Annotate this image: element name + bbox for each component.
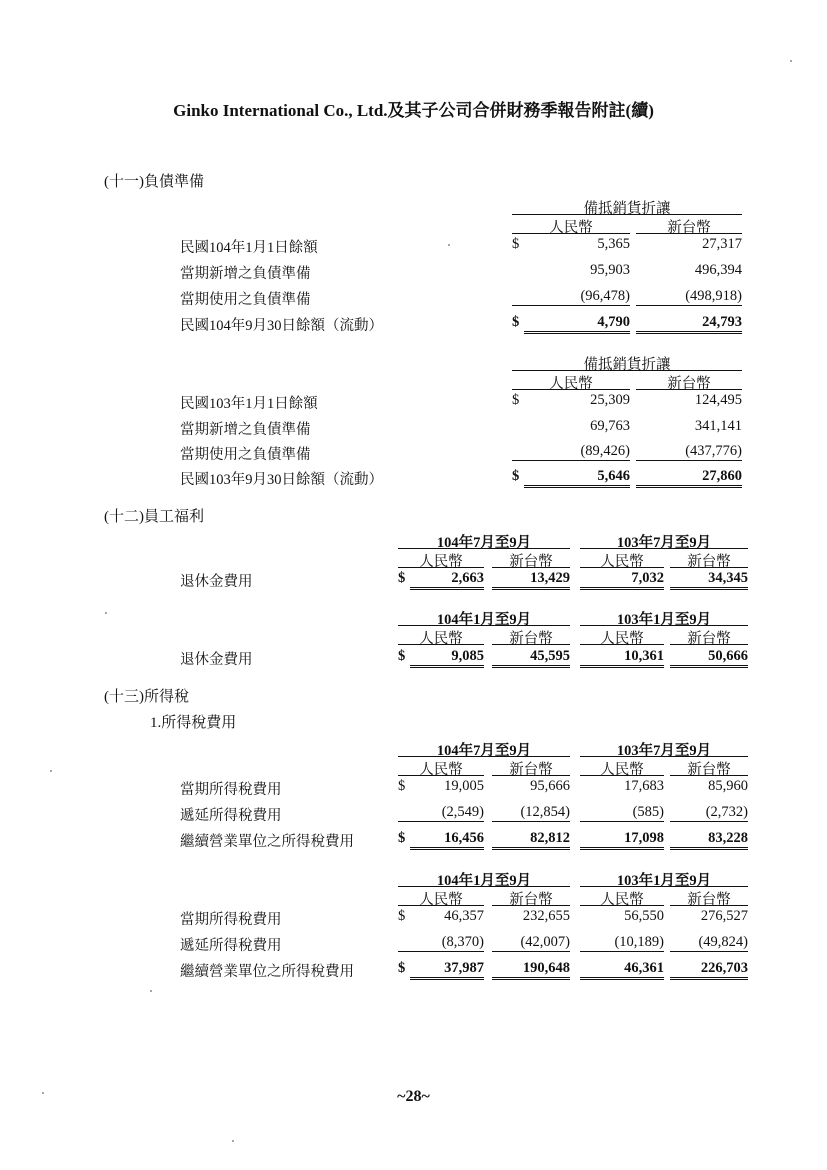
value-rmb: 69,763 — [590, 418, 630, 434]
currency-symbol: $ — [398, 570, 406, 586]
col-rmb-header: 人民幣 — [419, 892, 463, 908]
header-rule — [580, 775, 664, 776]
period-header: 104年1月至9月 — [436, 873, 532, 889]
currency-symbol: $ — [398, 908, 406, 924]
value-cell: 17,098 — [580, 830, 664, 850]
row-label: 當期所得稅費用 — [180, 782, 282, 798]
period-header: 104年7月至9月 — [436, 743, 532, 759]
currency-symbol: $ — [512, 392, 520, 408]
row-label: 退休金費用 — [180, 574, 253, 590]
period-header: 104年1月至9月 — [436, 612, 532, 628]
value-cell: (49,824) — [670, 934, 748, 952]
value-rmb: 4,790 — [524, 314, 630, 334]
currency-symbol: $ — [512, 236, 520, 252]
value-cell: 95,666 — [530, 778, 570, 794]
header-rule — [670, 905, 748, 906]
currency-symbol: $ — [398, 830, 406, 846]
header-rule — [512, 233, 630, 234]
value-twd: 341,141 — [694, 418, 742, 434]
currency-symbol: $ — [398, 960, 406, 976]
header-rule — [512, 370, 742, 371]
value-cell: 7,032 — [580, 570, 664, 590]
value-twd: (498,918) — [636, 288, 742, 306]
header-rule — [398, 625, 570, 626]
scan-speck — [150, 990, 152, 992]
scan-speck — [105, 612, 107, 614]
scan-speck — [50, 770, 52, 772]
row-label: 民國104年1月1日餘額 — [180, 240, 318, 256]
col-twd-header: 新台幣 — [687, 554, 731, 570]
section-title-benefits: (十二)員工福利 — [104, 509, 204, 525]
scan-speck — [448, 244, 450, 246]
col-twd-header: 新台幣 — [509, 762, 553, 778]
period-header: 103年1月至9月 — [616, 873, 712, 889]
value-twd: 27,317 — [702, 236, 742, 252]
value-cell: 45,595 — [492, 648, 570, 668]
value-cell: (10,189) — [580, 934, 664, 952]
currency-symbol: $ — [398, 648, 406, 664]
section-title-provisions: (十一)負債準備 — [104, 174, 204, 190]
period-header: 104年7月至9月 — [436, 535, 532, 551]
row-label: 當期新增之負債準備 — [180, 266, 311, 282]
row-label: 民國103年1月1日餘額 — [180, 396, 318, 412]
value-cell: 2,663 — [410, 570, 484, 590]
header-rule — [492, 905, 570, 906]
header-rule — [580, 567, 664, 568]
provision-group-label-104: 備抵銷貨折讓 — [583, 201, 671, 217]
col-twd-header: 新台幣 — [687, 631, 731, 647]
value-twd: 27,860 — [636, 468, 742, 488]
currency-symbol: $ — [512, 314, 520, 330]
row-label: 當期所得稅費用 — [180, 912, 282, 928]
col-rmb-header: 人民幣 — [419, 762, 463, 778]
value-twd: (437,776) — [636, 443, 742, 461]
col-rmb-header: 人民幣 — [549, 376, 593, 392]
col-rmb-header: 人民幣 — [600, 762, 644, 778]
header-rule — [512, 214, 742, 215]
value-cell: (585) — [580, 804, 664, 822]
currency-symbol: $ — [512, 468, 520, 484]
value-cell: (12,854) — [492, 804, 570, 822]
row-label: 遞延所得稅費用 — [180, 808, 282, 824]
value-cell: 232,655 — [522, 908, 570, 924]
header-rule — [398, 548, 570, 549]
value-rmb: 95,903 — [590, 262, 630, 278]
value-twd: 124,495 — [694, 392, 742, 408]
header-rule — [580, 625, 748, 626]
header-rule — [670, 644, 748, 645]
col-rmb-header: 人民幣 — [600, 892, 644, 908]
page-title: Ginko International Co., Ltd.及其子公司合併財務季報告附註(續) — [173, 101, 654, 120]
header-rule — [580, 548, 748, 549]
header-rule — [398, 905, 484, 906]
col-twd-header: 新台幣 — [509, 631, 553, 647]
value-cell: 13,429 — [492, 570, 570, 590]
value-cell: 9,085 — [410, 648, 484, 668]
value-rmb: 5,646 — [524, 468, 630, 488]
value-cell: 276,527 — [700, 908, 748, 924]
value-cell: (2,732) — [670, 804, 748, 822]
value-rmb: (96,478) — [512, 288, 630, 306]
value-cell: (8,370) — [398, 934, 484, 952]
col-rmb-header: 人民幣 — [419, 554, 463, 570]
period-header: 103年7月至9月 — [616, 743, 712, 759]
col-twd-header: 新台幣 — [667, 220, 711, 236]
row-label: 繼續營業單位之所得稅費用 — [180, 834, 354, 850]
scan-speck — [232, 1140, 234, 1142]
row-label: 當期使用之負債準備 — [180, 292, 311, 308]
col-rmb-header: 人民幣 — [549, 220, 593, 236]
col-rmb-header: 人民幣 — [600, 631, 644, 647]
row-label: 退休金費用 — [180, 652, 253, 668]
period-header: 103年1月至9月 — [616, 612, 712, 628]
header-rule — [398, 567, 484, 568]
header-rule — [580, 886, 748, 887]
value-cell: 19,005 — [444, 778, 484, 794]
col-twd-header: 新台幣 — [687, 892, 731, 908]
header-rule — [580, 644, 664, 645]
col-twd-header: 新台幣 — [687, 762, 731, 778]
value-cell: (2,549) — [398, 804, 484, 822]
row-label: 民國103年9月30日餘額（流動） — [180, 472, 383, 488]
value-cell: 37,987 — [410, 960, 484, 980]
col-rmb-header: 人民幣 — [600, 554, 644, 570]
header-rule — [398, 775, 484, 776]
scan-speck — [790, 60, 792, 62]
value-cell: 46,361 — [580, 960, 664, 980]
value-cell: 190,648 — [492, 960, 570, 980]
value-cell: 83,228 — [670, 830, 748, 850]
header-rule — [512, 389, 630, 390]
header-rule — [670, 567, 748, 568]
value-cell: 82,812 — [492, 830, 570, 850]
period-header: 103年7月至9月 — [616, 535, 712, 551]
col-rmb-header: 人民幣 — [419, 631, 463, 647]
row-label: 當期使用之負債準備 — [180, 447, 311, 463]
col-twd-header: 新台幣 — [667, 376, 711, 392]
value-cell: 56,550 — [624, 908, 664, 924]
header-rule — [580, 905, 664, 906]
value-cell: 16,456 — [410, 830, 484, 850]
row-label: 繼續營業單位之所得稅費用 — [180, 964, 354, 980]
value-rmb: 25,309 — [590, 392, 630, 408]
subsection-title-tax-expense: 1.所得稅費用 — [150, 715, 237, 731]
header-rule — [398, 756, 570, 757]
col-twd-header: 新台幣 — [509, 892, 553, 908]
value-twd: 24,793 — [636, 314, 742, 334]
provision-group-label-103: 備抵銷貨折讓 — [583, 357, 671, 373]
row-label: 當期新增之負債準備 — [180, 422, 311, 438]
header-rule — [492, 644, 570, 645]
header-rule — [398, 886, 570, 887]
value-cell: 17,683 — [624, 778, 664, 794]
row-label: 民國104年9月30日餘額（流動） — [180, 318, 383, 334]
value-cell: (42,007) — [492, 934, 570, 952]
value-cell: 226,703 — [670, 960, 748, 980]
header-rule — [636, 233, 742, 234]
value-rmb: 5,365 — [597, 236, 630, 252]
currency-symbol: $ — [398, 778, 406, 794]
page-number: ~28~ — [397, 1088, 430, 1105]
header-rule — [580, 756, 748, 757]
header-rule — [398, 644, 484, 645]
value-cell: 46,357 — [444, 908, 484, 924]
value-rmb: (89,426) — [512, 443, 630, 461]
header-rule — [670, 775, 748, 776]
row-label: 遞延所得稅費用 — [180, 938, 282, 954]
col-twd-header: 新台幣 — [509, 554, 553, 570]
header-rule — [636, 389, 742, 390]
value-cell: 10,361 — [580, 648, 664, 668]
value-cell: 85,960 — [708, 778, 748, 794]
header-rule — [492, 567, 570, 568]
header-rule — [492, 775, 570, 776]
section-title-tax: (十三)所得稅 — [104, 689, 189, 705]
value-cell: 34,345 — [670, 570, 748, 590]
value-twd: 496,394 — [694, 262, 742, 278]
value-cell: 50,666 — [670, 648, 748, 668]
